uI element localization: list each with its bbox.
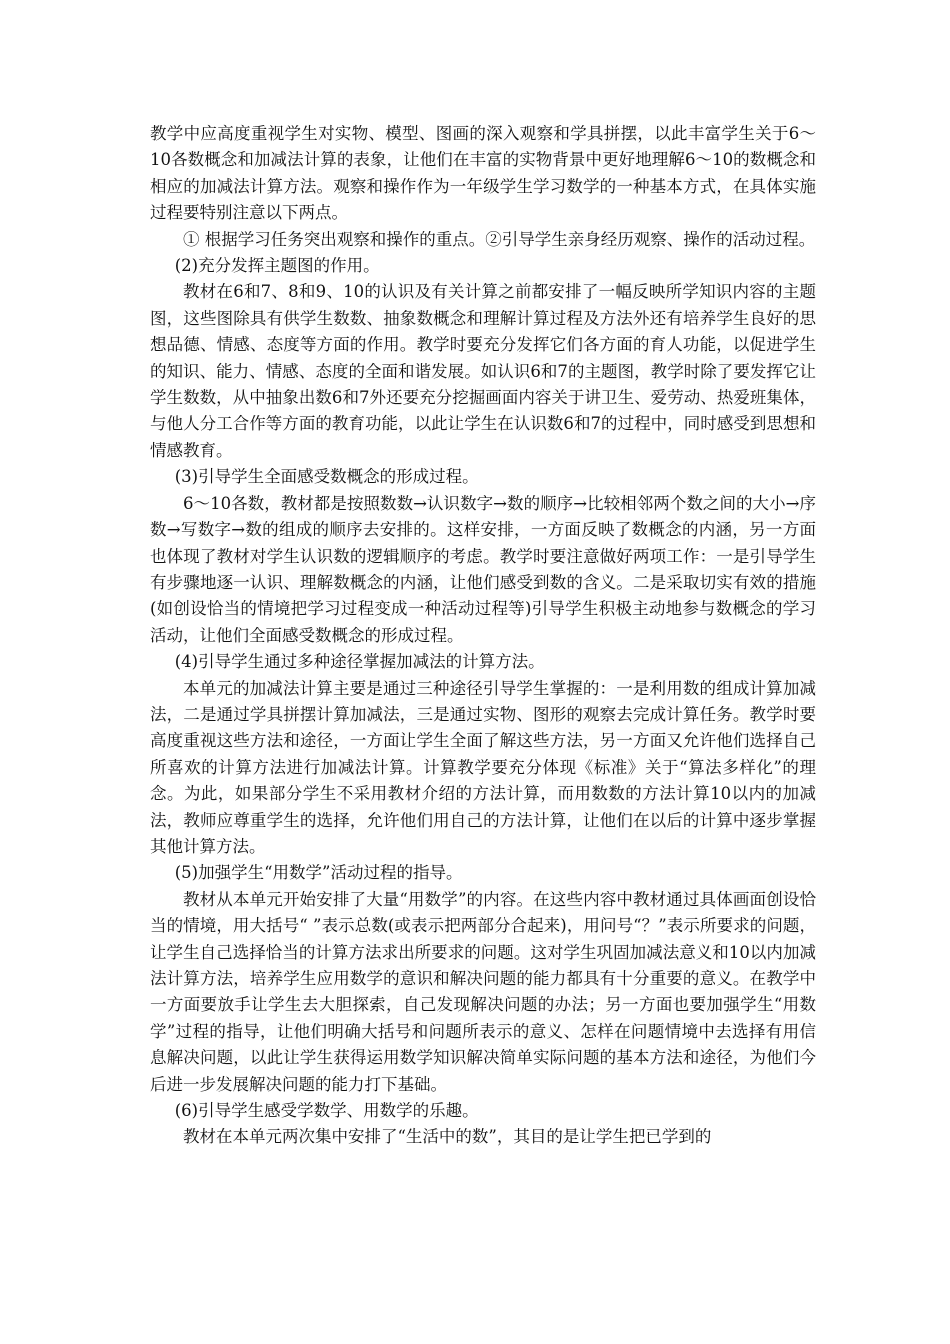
paragraph-calculation-methods: 本单元的加减法计算主要是通过三种途径引导学生掌握的：一是利用数的组成计算加减法，二是通过学具拼摆计算加减法，三是通过实物、图形的观察去完成计算任务。教学时要高度重视这些方法和途径，一方面让学生全面了解这些方法，另一方面又允许他们选择自己所喜欢的计算方法进行加减法计算。计算教学要充分体现《标准》关于“算法多样化”的理念。为此，如果部分学生不采用教材介绍的方法计算，而用数数的方法计算10以内的加减法，教师应尊重学生的选择，允许他们用自己的方法计算，让他们在以后的计算中逐步掌握其他计算方法。 xyxy=(150,678,816,856)
paragraph-observation-intro: 教学中应高度重视学生对实物、模型、图画的深入观察和学具拼摆，以此丰富学生关于6～10各数概念和加减法计算的表象，让他们在丰富的实物背景中更好地理解6～10的数概念和相应的加减法计算方法。观察和操作作为一年级学生学习数学的一种基本方式，在具体实施过程要特别注意以下两点。 xyxy=(150,124,816,223)
section-heading-4: (4)引导学生通过多种途径掌握加减法的计算方法。 xyxy=(174,652,545,672)
paragraph-use-math: 教材从本单元开始安排了大量“用数学”的内容。在这些内容中教材通过具体画面创设恰当的情境，用大括号“ ”表示总数(或表示把两部分合起来)，用问号“？”表示所要求的问题，让学生自己选择恰当的计算方法求出所要求的问题。这对学生巩固加减法意义和10以内加减法计算方法，培养学生应用数学的意识和解决问题的能力都具有十分重要的意义。在教学中一方面要放手让学生去大胆探索，自己发现解决问题的办法；另一方面也要加强学生“用数学”过程的指导，让他们明确大括号和问题所表示的意义、怎样在问题情境中去选择有用信息解决问题，以此让学生获得运用数学知识解决简单实际问题的基本方法和途径，为他们今后进一步发展解决问题的能力打下基础。 xyxy=(150,889,816,1094)
paragraph-numbers-in-life: 教材在本单元两次集中安排了“生活中的数”，其目的是让学生把已学到的 xyxy=(183,1127,712,1147)
section-heading-3: (3)引导学生全面感受数概念的形成过程。 xyxy=(174,467,479,487)
paragraph-two-points: ① 根据学习任务突出观察和操作的重点。②引导学生亲身经历观察、操作的活动过程。 xyxy=(183,229,816,249)
document-page xyxy=(150,121,816,1151)
section-heading-6: (6)引导学生感受学数学、用数学的乐趣。 xyxy=(174,1101,479,1121)
section-heading-5: (5)加强学生“用数学”活动过程的指导。 xyxy=(174,863,463,883)
paragraph-theme-picture: 教材在6和7、8和9、10的认识及有关计算之前都安排了一幅反映所学知识内容的主题图，这些图除具有供学生数数、抽象数概念和理解计算过程及方法外还有培养学生良好的思想品德、情感、态度等方面的作用。教学时要充分发挥它们各方面的育人功能，以促进学生的知识、能力、情感、态度的全面和谐发展。如认识6和7的主题图，教学时除了要发挥它让学生数数，从中抽象出数6和7外还要充分挖掘画面内容关于讲卫生、爱劳动、热爱班集体，与他人分工合作等方面的教育功能，以此让学生在认识数6和7的过程中，同时感受到思想和情感教育。 xyxy=(150,282,816,460)
section-heading-2: (2)充分发挥主题图的作用。 xyxy=(174,256,380,276)
paragraph-number-concept: 6～10各数，教材都是按照数数→认识数字→数的顺序→比较相邻两个数之间的大小→序数→写数字→数的组成的顺序去安排的。这样安排，一方面反映了数概念的内涵，另一方面也体现了教材对学生认识数的逻辑顺序的考虑。教学时要注意做好两项工作：一是引导学生有步骤地逐一认识、理解数概念的内涵，让他们感受到数的含义。二是采取切实有效的措施(如创设恰当的情境把学习过程变成一种活动过程等)引导学生积极主动地参与数概念的学习活动，让他们全面感受数概念的形成过程。 xyxy=(150,493,816,645)
